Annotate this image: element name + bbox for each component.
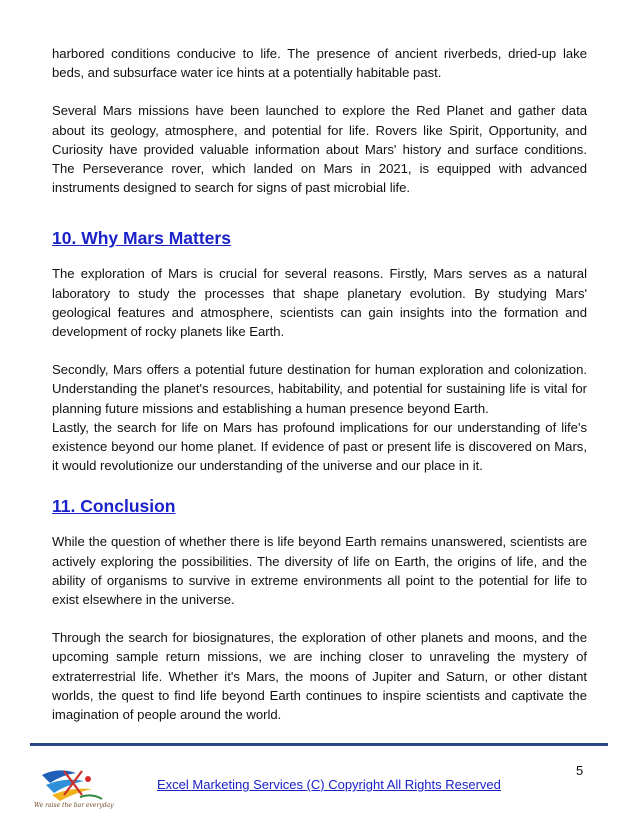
page-number: 5 <box>576 763 584 778</box>
paragraph: harbored conditions conducive to life. The presence of ancient riverbeds, dried-up lake beds, and subsurface water ice hints at a potentially habitable past. <box>52 46 587 81</box>
logo-tagline: We raise the bar everyday <box>34 802 114 809</box>
paragraph: Several Mars missions have been launched to explore the Red Planet and gather data about its geology, atmosphere, and potential for life. Rovers like Spirit, Opportunity, and Curiosity have provided valuable information about Mars' history and surface conditions. The Perseverance rover, which landed on Mars in 2021, is equipped with advanced instruments designed to search for signs of past microbial life. <box>52 103 587 196</box>
footer-divider <box>30 743 608 746</box>
paragraph: The exploration of Mars is crucial for several reasons. Firstly, Mars serves as a natural laboratory to study the processes that shape planetary evolution. By studying Mars' geological features and atmosphere, scientists can gain insights into the formation and development of rocky planets like Earth. <box>52 266 587 340</box>
paragraph: Lastly, the search for life on Mars has profound implications for our understanding of life's existence beyond our home planet. If evidence of past or present life is discovered on Mars, it would revolutionize our understanding of the universe and our place in it. <box>52 419 587 474</box>
page-content <box>52 44 587 724</box>
section-heading-why-mars-matters[interactable]: 10. Why Mars Matters <box>52 228 231 249</box>
paragraph: Through the search for biosignatures, the exploration of other planets and moons, and the upcoming sample return missions, we are inching closer to unraveling the mystery of extraterrestrial life. Whether it's Mars, the moons of Jupiter and Saturn, or other distant worlds, the quest to find life beyond Earth continues to inspire scientists and captivate the imagination of people around the world. <box>52 630 587 723</box>
copyright-link[interactable]: Excel Marketing Services (C) Copyright All Rights Reserved <box>157 777 501 792</box>
paragraph: Secondly, Mars offers a potential future destination for human exploration and colonization. Understanding the planet's resources, habitability, and potential for sustaining life is vital for planning future missions and establishing a human presence beyond Earth. <box>52 362 587 416</box>
section-heading-conclusion[interactable]: 11. Conclusion <box>52 496 176 517</box>
paragraph: While the question of whether there is life beyond Earth remains unanswered, scientists are actively exploring the possibilities. The diversity of life on Earth, the origins of life, and the ability of organisms to survive in extreme environments all point to the potential for life to exist elsewhere in the universe. <box>52 534 587 608</box>
